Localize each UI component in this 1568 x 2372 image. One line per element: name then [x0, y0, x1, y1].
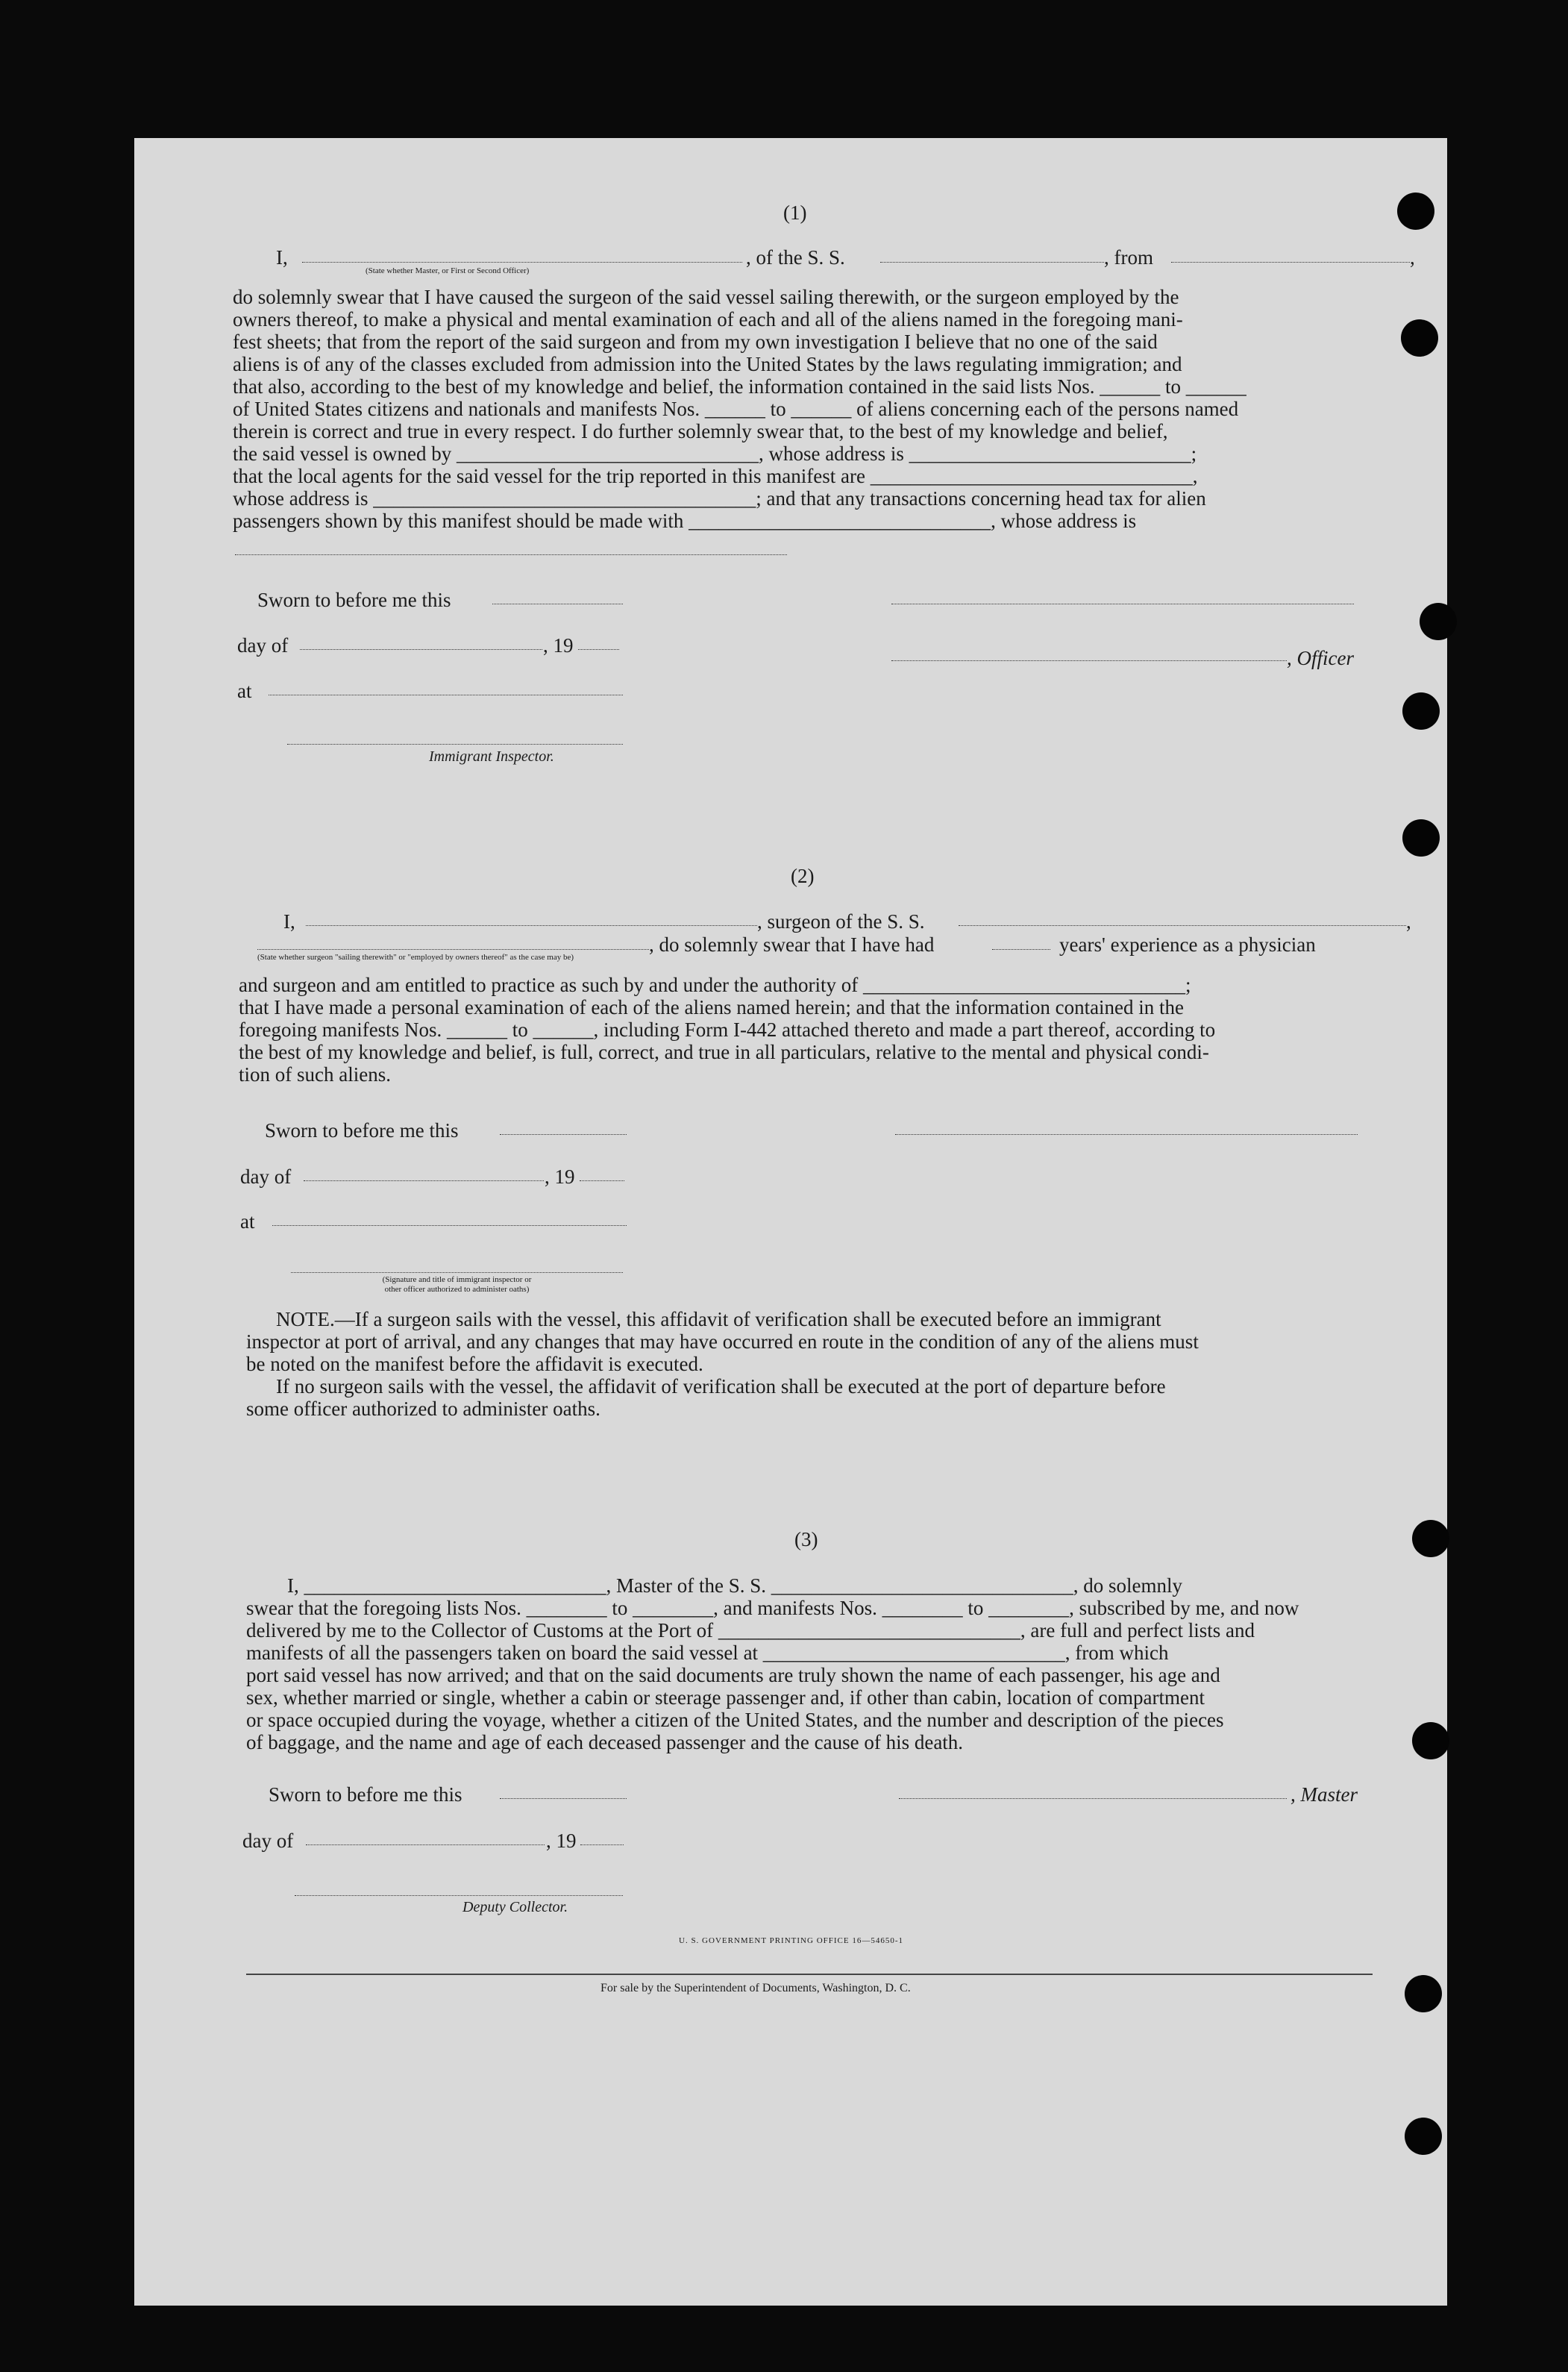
s1-para-line: do solemnly swear that I have caused the surgeon of the said vessel sailing therewith, or the surgeon employed by the [233, 286, 1179, 308]
s2-line2-years: years' experience as a physician [1059, 933, 1316, 956]
s2-vessel-field[interactable] [959, 925, 1406, 926]
punch-hole [1402, 692, 1440, 730]
s1-para-line: that also, according to the best of my knowledge and belief, the information contained in the said lists Nos. ______ to ______ [233, 375, 1246, 398]
s2-note-line: inspector at port of arrival, and any changes that may have occurred en route in the condition of any of the aliens must [246, 1330, 1199, 1353]
s2-sig-caption-1: (Signature and title of immigrant inspector or [382, 1275, 532, 1284]
s2-note-line: NOTE.—If a surgeon sails with the vessel, this affidavit of verification shall be executed before an immigrant [276, 1308, 1161, 1330]
s3-sworn-field[interactable] [500, 1798, 627, 1799]
section-1-number: (1) [783, 201, 807, 224]
punch-hole [1402, 819, 1440, 857]
s2-line1-i: I, [283, 910, 295, 933]
s1-officer-label: , Officer [1287, 647, 1354, 669]
s2-year-field[interactable] [580, 1180, 624, 1181]
s1-at-label: at [237, 680, 252, 702]
s1-para-line: that the local agents for the said vessel for the trip reported in this manifest are ________________________________, [233, 465, 1198, 487]
s3-para-line: I, ______________________________, Master of the S. S. ______________________________, do solemnly [287, 1574, 1182, 1597]
s3-dayof-label: day of [242, 1830, 294, 1852]
sale-notice: For sale by the Superintendent of Documents, Washington, D. C. [600, 1982, 911, 1994]
s2-line1-ss: , surgeon of the S. S. [757, 910, 925, 933]
s3-year-label: , 19 [546, 1830, 577, 1852]
s2-sig-caption-2: other officer authorized to administer oaths) [384, 1285, 530, 1294]
s1-para-line: passengers shown by this manifest should be made with ______________________________, whose address is [233, 510, 1137, 532]
s1-caption: (State whether Master, or First or Second Officer) [366, 266, 530, 275]
s2-sworn-label: Sworn to before me this [265, 1119, 459, 1142]
s3-sworn-label: Sworn to before me this [269, 1783, 462, 1806]
punch-hole [1412, 1722, 1449, 1759]
s1-from-field[interactable] [1171, 262, 1410, 263]
s2-line1-comma: , [1406, 910, 1411, 933]
s2-status-field[interactable] [257, 949, 649, 950]
s1-line1-from: , from [1104, 246, 1153, 269]
s1-sworn-label: Sworn to before me this [257, 589, 451, 611]
s2-signature-field[interactable] [895, 1134, 1358, 1135]
s2-years-field[interactable] [992, 949, 1050, 950]
s2-at-label: at [240, 1210, 255, 1233]
s1-officer-field[interactable] [891, 660, 1287, 661]
punch-hole [1412, 1520, 1449, 1557]
s3-para-line: of baggage, and the name and age of each deceased passenger and the cause of his death. [246, 1731, 964, 1753]
s2-day-field[interactable] [304, 1180, 544, 1181]
s2-note [246, 1308, 1447, 1420]
s1-para-line: whose address is ______________________________________; and that any transactions concerning head tax for alien [233, 487, 1206, 510]
s1-paragraph [233, 286, 1441, 532]
s2-para-line: foregoing manifests Nos. ______ to ______, including Form I-442 attached thereto and made a part thereof, according to [239, 1018, 1216, 1041]
punch-hole [1420, 603, 1457, 640]
s2-at-field[interactable] [272, 1225, 627, 1226]
s3-para-line: delivered by me to the Collector of Customs at the Port of ______________________________, are full and perfect lists and [246, 1619, 1255, 1642]
s3-paragraph [246, 1574, 1455, 1753]
document-page [134, 138, 1447, 2306]
s2-para-line: and surgeon and am entitled to practice as such by and under the authority of ________________________________; [239, 974, 1191, 996]
s2-note-line: some officer authorized to administer oaths. [246, 1398, 600, 1420]
s2-paragraph [239, 974, 1447, 1086]
s3-year-field[interactable] [580, 1844, 624, 1845]
s3-day-field[interactable] [306, 1844, 545, 1845]
s3-para-line: manifests of all the passengers taken on board the said vessel at ______________________________, from which [246, 1642, 1169, 1664]
s3-para-line: sex, whether married or single, whether a cabin or steerage passenger and, if other than cabin, location of compartment [246, 1686, 1205, 1709]
punch-hole [1401, 319, 1438, 357]
s2-para-line: that I have made a personal examination of each of the aliens named herein; and that the information contained in the [239, 996, 1185, 1018]
s2-note-line: If no surgeon sails with the vessel, the affidavit of verification shall be executed at the port of departure before [276, 1375, 1166, 1398]
s1-line1-ss: , of the S. S. [746, 246, 845, 269]
section-3-number: (3) [794, 1528, 818, 1550]
punch-hole [1397, 193, 1434, 230]
s3-master-signature-field[interactable] [899, 1798, 1287, 1799]
s2-name-field[interactable] [306, 925, 757, 926]
s3-collector-label: Deputy Collector. [462, 1899, 568, 1915]
s1-name-field[interactable] [302, 262, 742, 263]
s1-inspector-field[interactable] [287, 744, 623, 745]
s1-line1-comma: , [1410, 246, 1415, 269]
s3-para-line: port said vessel has now arrived; and that on the said documents are truly shown the name of each passenger, his age and [246, 1664, 1220, 1686]
s1-line1-i: I, [276, 246, 288, 269]
s1-para-line: of United States citizens and nationals and manifests Nos. ______ to ______ of aliens concerning each of the persons named [233, 398, 1239, 420]
s1-vessel-field[interactable] [880, 262, 1104, 263]
s2-para-line: the best of my knowledge and belief, is full, correct, and true in all particulars, relative to the mental and physical condi- [239, 1041, 1209, 1063]
section-2-number: (2) [791, 865, 815, 887]
s3-para-line: swear that the foregoing lists Nos. ________ to ________, and manifests Nos. ________ to ________, subscribed by me, and now [246, 1597, 1299, 1619]
s2-year-label: , 19 [545, 1165, 575, 1188]
punch-hole [1405, 2118, 1442, 2155]
s2-sworn-field[interactable] [500, 1134, 627, 1135]
s2-para-line: tion of such aliens. [239, 1063, 391, 1086]
s1-address-continuation[interactable] [235, 554, 787, 555]
s1-para-line: the said vessel is owned by ______________________________, whose address is ____________________________; [233, 442, 1197, 465]
s1-year-label: , 19 [543, 634, 574, 657]
gpo-imprint: U. S. GOVERNMENT PRINTING OFFICE 16—54650-1 [679, 1936, 904, 1945]
s2-note-line: be noted on the manifest before the affidavit is executed. [246, 1353, 703, 1375]
s1-para-line: fest sheets; that from the report of the said surgeon and from my own investigation I believe that no one of the said [233, 331, 1158, 353]
s3-collector-field[interactable] [295, 1895, 623, 1896]
s1-para-line: owners thereof, to make a physical and mental examination of each and all of the aliens named in the foregoing mani- [233, 308, 1183, 331]
s2-dayof-label: day of [240, 1165, 292, 1188]
s2-line2-swear: , do solemnly swear that I have had [649, 933, 935, 956]
s1-dayof-label: day of [237, 634, 289, 657]
s1-day-field[interactable] [300, 649, 542, 650]
s1-para-line: therein is correct and true in every respect. I do further solemnly swear that, to the best of my knowledge and belief, [233, 420, 1168, 442]
s1-inspector-label: Immigrant Inspector. [429, 748, 554, 765]
footer-rule [246, 1974, 1373, 1975]
s2-authority-signature-field[interactable] [291, 1272, 623, 1273]
s3-para-line: or space occupied during the voyage, whether a citizen of the United States, and the number and description of the pieces [246, 1709, 1224, 1731]
s2-caption: (State whether surgeon "sailing therewith" or "employed by owners thereof" as the case may be) [257, 953, 574, 962]
s1-para-line: aliens is of any of the classes excluded from admission into the United States by the laws regulating immigration; and [233, 353, 1182, 375]
s1-year-field[interactable] [578, 649, 619, 650]
s3-master-label: , Master [1291, 1783, 1358, 1806]
punch-hole [1405, 1975, 1442, 2012]
